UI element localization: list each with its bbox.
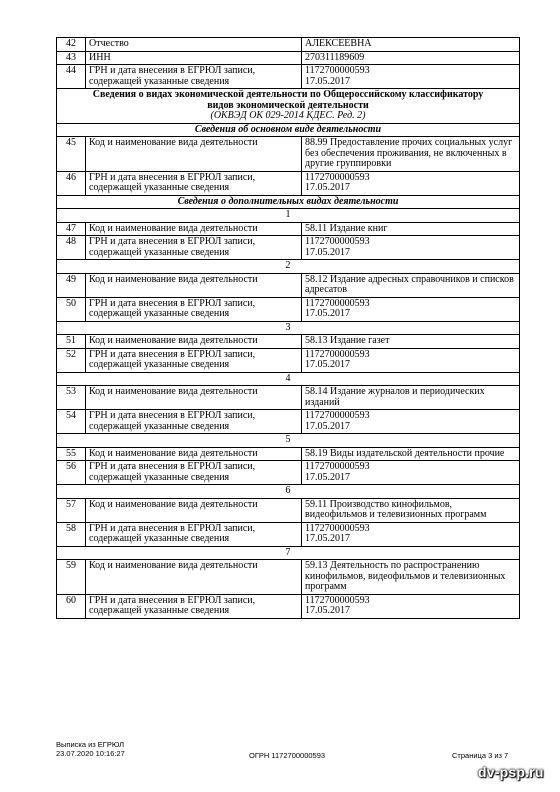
row-label: ГРН и дата внесения в ЕГРЮЛ записи, содержащей указанные сведения (86, 171, 302, 195)
row-label: Отчество (86, 38, 302, 52)
subsection-header-row (57, 195, 520, 209)
section-header-line: Сведения о видах экономической деятельности по Общероссийскому классификатору (92, 89, 484, 100)
subsection-header: Сведения об основном виде деятельности (57, 123, 520, 137)
footer-doc-title: Выписка из ЕГРЮЛ (56, 740, 125, 749)
row-label: Код и наименование вида деятельности (86, 222, 302, 236)
table-row (57, 461, 520, 485)
group-number-row (57, 260, 520, 274)
row-label: Код и наименование вида деятельности (86, 335, 302, 349)
table-row (57, 273, 520, 297)
row-number: 48 (57, 236, 86, 260)
row-number: 59 (57, 560, 86, 595)
row-number: 45 (57, 137, 86, 172)
row-number: 50 (57, 297, 86, 321)
row-value: 1172700000593 17.05.2017 (302, 348, 520, 372)
group-number: 6 (57, 485, 520, 499)
subsection-header: Сведения о дополнительных видах деятельности (57, 195, 520, 209)
row-value: 270311189609 (302, 51, 520, 65)
group-number-row (57, 546, 520, 560)
group-number-row (57, 209, 520, 223)
row-number: 58 (57, 522, 86, 546)
row-value: 59.13 Деятельность по распространению кинофильмов, видеофильмов и телевизионных программ (302, 560, 520, 595)
table-row (57, 222, 520, 236)
row-label: Код и наименование вида деятельности (86, 386, 302, 410)
row-value: 1172700000593 17.05.2017 (302, 594, 520, 618)
table-row (57, 560, 520, 595)
row-number: 60 (57, 594, 86, 618)
row-value: 58.12 Издание адресных справочников и списков адресатов (302, 273, 520, 297)
group-number: 1 (57, 209, 520, 223)
table-row (57, 51, 520, 65)
row-number: 57 (57, 498, 86, 522)
row-label: ГРН и дата внесения в ЕГРЮЛ записи, содержащей указанные сведения (86, 348, 302, 372)
table-row (57, 410, 520, 434)
row-value: 1172700000593 17.05.2017 (302, 410, 520, 434)
row-value: 88.99 Предоставление прочих социальных услуг без обеспечения проживания, не включенных в другие группировки (302, 137, 520, 172)
row-number: 53 (57, 386, 86, 410)
footer-page-number: Страница 3 из 7 (452, 751, 509, 760)
row-number: 52 (57, 348, 86, 372)
table-row (57, 297, 520, 321)
group-number: 3 (57, 321, 520, 335)
section-header (57, 89, 520, 124)
row-number: 43 (57, 51, 86, 65)
row-number: 51 (57, 335, 86, 349)
section-header-line: видов экономической деятельности (207, 99, 369, 111)
group-number: 4 (57, 372, 520, 386)
row-label: Код и наименование вида деятельности (86, 498, 302, 522)
row-value: 1172700000593 17.05.2017 (302, 65, 520, 89)
row-label: ГРН и дата внесения в ЕГРЮЛ записи, содержащей указанные сведения (86, 65, 302, 89)
row-label: Код и наименование вида деятельности (86, 273, 302, 297)
row-value: 1172700000593 17.05.2017 (302, 461, 520, 485)
table-row (57, 498, 520, 522)
footer-timestamp: 23.07.2020 10:16:27 (56, 749, 125, 758)
table-row (57, 236, 520, 260)
row-label: Код и наименование вида деятельности (86, 137, 302, 172)
egrul-table (56, 37, 520, 619)
row-value: АЛЕКСЕЕВНА (302, 38, 520, 52)
group-number: 7 (57, 546, 520, 560)
row-value: 58.14 Издание журналов и периодических изданий (302, 386, 520, 410)
row-label: ГРН и дата внесения в ЕГРЮЛ записи, содержащей указанные сведения (86, 236, 302, 260)
table-row (57, 137, 520, 172)
table-row (57, 447, 520, 461)
table-row (57, 335, 520, 349)
row-value: 58.13 Издание газет (302, 335, 520, 349)
row-number: 55 (57, 447, 86, 461)
table-row (57, 171, 520, 195)
row-value: 1172700000593 17.05.2017 (302, 297, 520, 321)
row-label: ГРН и дата внесения в ЕГРЮЛ записи, содержащей указанные сведения (86, 522, 302, 546)
group-number-row (57, 485, 520, 499)
group-number-row (57, 321, 520, 335)
row-value: 1172700000593 17.05.2017 (302, 236, 520, 260)
row-number: 42 (57, 38, 86, 52)
row-value: 58.19 Виды издательской деятельности прочие (302, 447, 520, 461)
row-label: ГРН и дата внесения в ЕГРЮЛ записи, содержащей указанные сведения (86, 410, 302, 434)
footer-ogrn: ОГРН 1172700000593 (249, 751, 326, 760)
row-value: 59.11 Производство кинофильмов, видеофильмов и телевизионных программ (302, 498, 520, 522)
row-label: ГРН и дата внесения в ЕГРЮЛ записи, содержащей указанные сведения (86, 461, 302, 485)
footer-doc-info (56, 740, 125, 758)
row-number: 54 (57, 410, 86, 434)
watermark-logo: dv-psp.ru (478, 764, 544, 780)
row-label: ГРН и дата внесения в ЕГРЮЛ записи, содержащей указанные сведения (86, 297, 302, 321)
table-row (57, 65, 520, 89)
row-number: 56 (57, 461, 86, 485)
row-label: Код и наименование вида деятельности (86, 447, 302, 461)
row-number: 49 (57, 273, 86, 297)
row-number: 46 (57, 171, 86, 195)
group-number-row (57, 372, 520, 386)
row-number: 44 (57, 65, 86, 89)
row-number: 47 (57, 222, 86, 236)
table-row (57, 386, 520, 410)
row-value: 1172700000593 17.05.2017 (302, 171, 520, 195)
subsection-header-row (57, 123, 520, 137)
section-header-row (57, 89, 520, 124)
table-row (57, 594, 520, 618)
table-row (57, 348, 520, 372)
group-number-row (57, 434, 520, 448)
row-label: ИНН (86, 51, 302, 65)
row-label: Код и наименование вида деятельности (86, 560, 302, 595)
group-number: 5 (57, 434, 520, 448)
row-label: ГРН и дата внесения в ЕГРЮЛ записи, содержащей указанные сведения (86, 594, 302, 618)
table-row (57, 38, 520, 52)
group-number: 2 (57, 260, 520, 274)
row-value: 1172700000593 17.05.2017 (302, 522, 520, 546)
row-value: 58.11 Издание книг (302, 222, 520, 236)
section-header-classifier: (ОКВЭД ОК 029-2014 КДЕС. Ред. 2) (210, 110, 366, 121)
table-row (57, 522, 520, 546)
